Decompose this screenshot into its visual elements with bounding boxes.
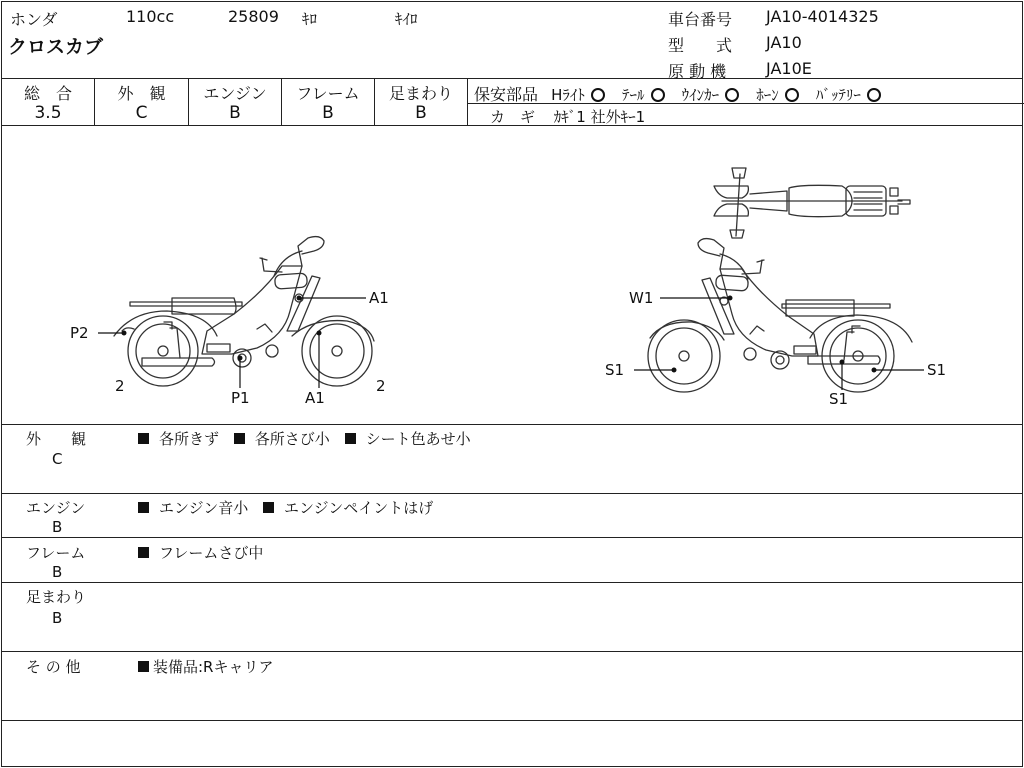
bullet-square-icon bbox=[138, 661, 149, 672]
key-value: ｶｷﾞ1 社外ｷｰ1 bbox=[553, 108, 646, 126]
note-item: エンジンペイントはげ bbox=[263, 497, 433, 518]
note-items bbox=[138, 497, 443, 518]
score-label: 総 合 bbox=[23, 84, 72, 103]
callout-label: A1 bbox=[305, 389, 325, 407]
callout-label: P2 bbox=[70, 324, 89, 342]
bullet-square-icon bbox=[138, 547, 149, 558]
part-name: Hﾗｲﾄ bbox=[551, 86, 585, 104]
engine-label: 原 動 機 bbox=[668, 62, 727, 81]
odometer-unit-2: ｷｲﾛ bbox=[395, 10, 418, 28]
chassis-value: JA10-4014325 bbox=[766, 7, 879, 26]
part-name: ﾊﾞｯﾃﾘｰ bbox=[815, 86, 861, 104]
callout-label: S1 bbox=[605, 361, 625, 379]
safety-part-horn bbox=[756, 84, 799, 105]
divider bbox=[467, 78, 468, 126]
safety-label: 保安部品 bbox=[474, 85, 539, 104]
maker: ホンダ bbox=[10, 10, 58, 29]
odometer: 25809 bbox=[228, 7, 279, 26]
score-value: B bbox=[415, 103, 427, 123]
divider bbox=[2, 493, 1022, 494]
score-value: 3.5 bbox=[34, 103, 62, 123]
note-items bbox=[138, 656, 283, 677]
bullet-square-icon bbox=[234, 433, 245, 444]
safety-part-winker bbox=[682, 84, 740, 105]
callout-label: S1 bbox=[927, 361, 947, 379]
displacement: 110cc bbox=[126, 7, 175, 26]
safety-part-taillight bbox=[622, 84, 665, 105]
part-name: ｳｲﾝｶｰ bbox=[681, 86, 720, 104]
bullet-square-icon bbox=[138, 502, 149, 513]
check-circle-icon bbox=[591, 88, 605, 102]
check-circle-icon bbox=[725, 88, 739, 102]
bullet-square-icon bbox=[345, 433, 356, 444]
engine-value: JA10E bbox=[766, 59, 812, 78]
divider bbox=[2, 424, 1022, 425]
note-items bbox=[138, 542, 273, 563]
type-label: 型 式 bbox=[668, 36, 733, 55]
part-name: ﾃｰﾙ bbox=[621, 86, 645, 104]
callout-label: A1 bbox=[369, 289, 389, 307]
score-label: フレーム bbox=[296, 84, 360, 103]
note-grade: B bbox=[52, 609, 63, 627]
callout-label: P1 bbox=[231, 389, 250, 407]
note-items bbox=[138, 428, 481, 449]
score-value: C bbox=[135, 103, 148, 123]
safety-row bbox=[474, 82, 881, 105]
callout-label: 2 bbox=[376, 377, 386, 395]
inspection-sheet bbox=[1, 1, 1023, 767]
note-item: 各所きず bbox=[138, 428, 219, 449]
check-circle-icon bbox=[651, 88, 665, 102]
divider bbox=[2, 78, 1022, 79]
divider bbox=[2, 720, 1022, 721]
note-grade: C bbox=[52, 450, 63, 468]
note-item: シート色あせ小 bbox=[345, 428, 471, 449]
safety-part-headlight bbox=[551, 84, 605, 105]
part-name: ﾎｰﾝ bbox=[756, 86, 779, 104]
note-category: そ の 他 bbox=[26, 658, 81, 676]
bike-side-left-icon bbox=[114, 237, 374, 386]
score-value: B bbox=[229, 103, 241, 123]
bike-top-view-icon bbox=[714, 168, 910, 238]
note-category: 足まわり bbox=[26, 588, 87, 606]
divider bbox=[2, 537, 1022, 538]
key-label: カ ギ bbox=[490, 108, 536, 126]
score-label: 外 観 bbox=[117, 84, 166, 103]
odometer-unit: ｷﾛ bbox=[302, 10, 318, 28]
note-grade: B bbox=[52, 518, 63, 536]
note-item: エンジン音小 bbox=[138, 497, 248, 518]
bullet-square-icon bbox=[263, 502, 274, 513]
note-category: 外 観 bbox=[26, 430, 87, 448]
safety-part-battery bbox=[816, 84, 881, 105]
callout-label: S1 bbox=[829, 390, 849, 408]
callout-label: W1 bbox=[629, 289, 654, 307]
model-name: クロスカブ bbox=[8, 36, 104, 58]
check-circle-icon bbox=[785, 88, 799, 102]
chassis-label: 車台番号 bbox=[668, 10, 733, 29]
score-label: 足まわり bbox=[388, 84, 453, 103]
note-grade: B bbox=[52, 563, 63, 581]
note-item: 装備品:Rキャリア bbox=[138, 656, 273, 677]
note-category: フレーム bbox=[26, 544, 86, 562]
score-label: エンジン bbox=[203, 84, 267, 103]
callout-label: 2 bbox=[115, 377, 125, 395]
divider bbox=[2, 651, 1022, 652]
note-category: エンジン bbox=[26, 499, 86, 517]
note-item: フレームさび中 bbox=[138, 542, 263, 563]
note-item: 各所さび小 bbox=[234, 428, 330, 449]
key-row bbox=[490, 106, 645, 127]
divider bbox=[2, 582, 1022, 583]
score-value: B bbox=[322, 103, 334, 123]
damage-diagram bbox=[2, 126, 1022, 424]
check-circle-icon bbox=[867, 88, 881, 102]
type-value: JA10 bbox=[766, 33, 802, 52]
bullet-square-icon bbox=[138, 433, 149, 444]
